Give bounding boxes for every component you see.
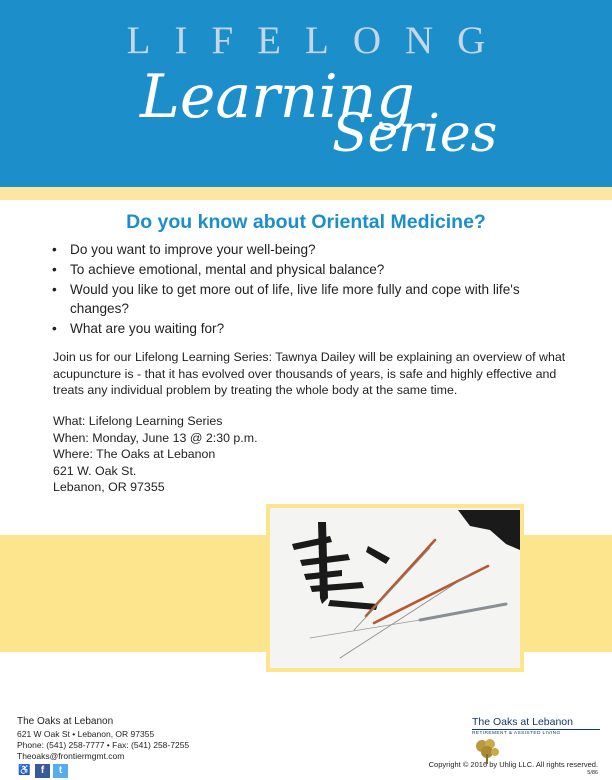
oaks-logo (472, 716, 600, 752)
header-stripe (0, 187, 612, 200)
acupuncture-needles-image (270, 508, 520, 668)
event-where: Where: The Oaks at Lebanon (53, 447, 216, 461)
event-when: When: Monday, June 13 @ 2:30 p.m. (53, 430, 258, 445)
event-what: What: Lifelong Learning Series (53, 414, 223, 428)
footer-street: 621 W Oak St • Lebanon, OR 97355 (17, 729, 155, 739)
list-item: • What are you waiting for? (52, 319, 572, 338)
wheelchair-accessible-icon: ♿ (18, 765, 31, 776)
header-title-series: Series (332, 104, 498, 164)
footer-phone: Phone: (541) 258-7777 • Fax: (541) 258-7255 (17, 740, 190, 750)
list-item: • To achieve emotional, mental and physical balance? (52, 260, 572, 279)
page-headline: Do you know about Oriental Medicine? (126, 211, 486, 233)
footer-email[interactable]: Theoaks@frontiermgmt.com (17, 751, 125, 761)
header-banner (0, 0, 612, 187)
header-title-learning: Learning (140, 62, 415, 132)
event-city: Lebanon, OR 97355 (53, 480, 165, 494)
acupuncture-photo (266, 504, 524, 672)
list-item: • Would you like to get more out of life, live life more fully and cope with life's changes? (52, 280, 572, 318)
document-code: 5/86 (587, 770, 598, 776)
copyright-notice: Copyright © 2016 by Uhlig LLC. All rights reserved. (428, 760, 598, 769)
social-links (17, 764, 68, 778)
footer-community-name: The Oaks at Lebanon (17, 716, 114, 727)
question-list (52, 240, 572, 339)
footer-address (17, 716, 189, 762)
event-description: Join us for our Lifelong Learning Series: Tawnya Dailey will be explaining an overview of what acupuncture is - that it has evolved over thousands of years, is safe and highly effective and treats any individual problem by treating the whole body at the same time. (53, 350, 566, 397)
event-details (53, 413, 258, 496)
list-item: • Do you want to improve your well-being? (52, 240, 572, 259)
twitter-icon[interactable]: t (53, 764, 68, 778)
logo-tagline: RETIREMENT & ASSISTED LIVING (472, 729, 600, 736)
facebook-icon[interactable]: f (35, 764, 50, 778)
logo-name: The Oaks at Lebanon (472, 716, 573, 728)
header-title-lifelong: LIFELONG (126, 19, 510, 62)
event-street: 621 W. Oak St. (53, 463, 137, 478)
